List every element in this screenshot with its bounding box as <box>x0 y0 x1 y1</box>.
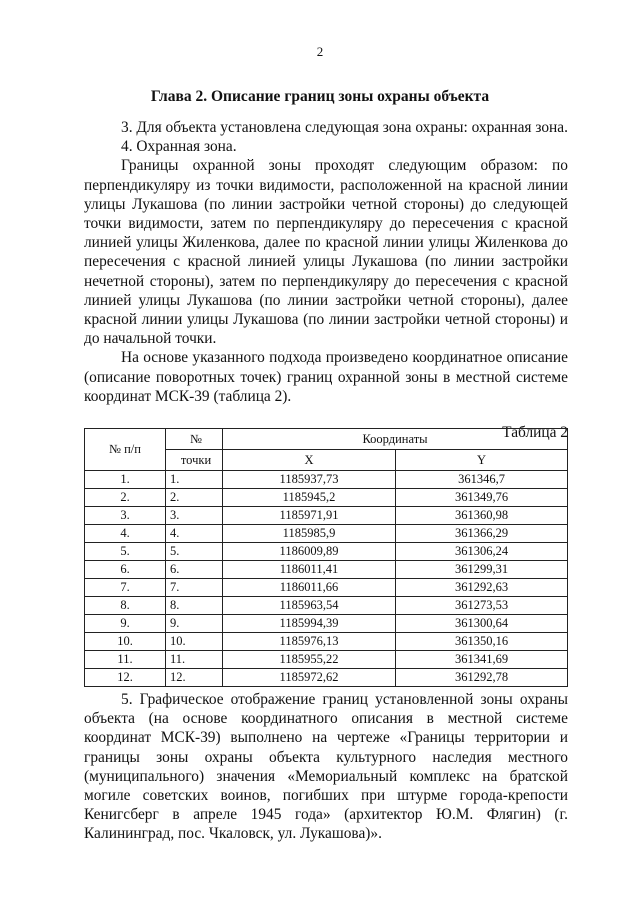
cell-x: 1185963,54 <box>223 597 396 615</box>
cell-index: 10. <box>85 633 166 651</box>
cell-point: 12. <box>166 669 223 687</box>
table-row <box>85 525 568 543</box>
cell-point: 1. <box>166 471 223 489</box>
cell-index: 9. <box>85 615 166 633</box>
cell-index: 7. <box>85 579 166 597</box>
cell-point: 10. <box>166 633 223 651</box>
graphic-display-text <box>84 690 568 844</box>
cell-index: 6. <box>85 561 166 579</box>
cell-index: 8. <box>85 597 166 615</box>
table-row <box>85 579 568 597</box>
cell-y: 361292,63 <box>396 579 568 597</box>
cell-y: 361360,98 <box>396 507 568 525</box>
header-index: № п/п <box>85 429 166 471</box>
cell-x: 1185955,22 <box>223 651 396 669</box>
cell-x: 1185994,39 <box>223 615 396 633</box>
cell-point: 5. <box>166 543 223 561</box>
table-row <box>85 651 568 669</box>
cell-x: 1185945,2 <box>223 489 396 507</box>
cell-index: 2. <box>85 489 166 507</box>
table-row <box>85 543 568 561</box>
cell-point: 4. <box>166 525 223 543</box>
paragraph-zone-boundaries: Границы охранной зоны проходят следующим образом: по перпендикуляру из точки видимости, расположенной на красной линии улицы Лукашова (по линии застройки четной стороны) до следующей точки видимости, затем по перпендикуляру до пересечения с красной линией улицы Жиленкова, далее по красной линии улицы Жиленкова до пересечения с красной линией улицы Лукашова (по линии застройки нечетной стороны), затем по перпендикуляру до пересечения с красной линией улицы Лукашова (по линии застройки четной стороны), далее красной линии улицы Лукашова (по линии застройки четной стороны) и до начальной точки. <box>84 157 568 348</box>
cell-point: 8. <box>166 597 223 615</box>
paragraph-graphic-display: 5. Графическое отображение границ установленной зоны охраны объекта (на основе координатного описания в местной системе координат МСК-39) выполнено на чертеже «Границы территории и границы зоны охраны объекта культурного наследия местного (муниципального) значения «Мемориальный комплекс на братской могиле советских воинов, погибших при штурме города-крепости Кенигсберг в апреле 1945 года» (архитектор Ю.М. Флягин) (г. Калининград, пос. Чкаловск, ул. Лукашова)». <box>84 691 568 843</box>
cell-y: 361349,76 <box>396 489 568 507</box>
header-coordinates: Координаты <box>223 429 568 450</box>
cell-point: 11. <box>166 651 223 669</box>
page-number: 2 <box>316 44 324 59</box>
cell-y: 361292,78 <box>396 669 568 687</box>
table-row <box>85 471 568 489</box>
cell-index: 5. <box>85 543 166 561</box>
cell-point: 2. <box>166 489 223 507</box>
cell-x: 1185976,13 <box>223 633 396 651</box>
cell-y: 361299,31 <box>396 561 568 579</box>
header-x: X <box>223 450 396 471</box>
header-y: Y <box>396 450 568 471</box>
header-point-number-sign: № <box>166 429 223 450</box>
cell-index: 1. <box>85 471 166 489</box>
cell-y: 361341,69 <box>396 651 568 669</box>
cell-index: 4. <box>85 525 166 543</box>
cell-y: 361350,16 <box>396 633 568 651</box>
cell-x: 1185985,9 <box>223 525 396 543</box>
cell-y: 361346,7 <box>396 471 568 489</box>
cell-point: 9. <box>166 615 223 633</box>
cell-point: 6. <box>166 561 223 579</box>
table-row <box>85 489 568 507</box>
cell-index: 12. <box>85 669 166 687</box>
cell-x: 1185972,62 <box>223 669 396 687</box>
cell-x: 1185937,73 <box>223 471 396 489</box>
header-point: точки <box>166 450 223 471</box>
table-row <box>85 669 568 687</box>
cell-y: 361306,24 <box>396 543 568 561</box>
cell-y: 361273,53 <box>396 597 568 615</box>
intro-text <box>84 118 568 406</box>
cell-index: 11. <box>85 651 166 669</box>
cell-y: 361366,29 <box>396 525 568 543</box>
table-row <box>85 597 568 615</box>
paragraph-coordinate-description: На основе указанного подхода произведено координатное описание (описание поворотных точек) границ охранной зоны в местной системе координат МСК-39 (таблица 2). <box>84 349 568 405</box>
table-row <box>85 561 568 579</box>
cell-x: 1185971,91 <box>223 507 396 525</box>
cell-x: 1186009,89 <box>223 543 396 561</box>
paragraph-zone-established: 3. Для объекта установлена следующая зона охраны: охранная зона. <box>121 119 568 136</box>
paragraph-protected-zone: 4. Охранная зона. <box>121 138 237 156</box>
cell-y: 361300,64 <box>396 615 568 633</box>
cell-point: 7. <box>166 579 223 597</box>
cell-x: 1186011,41 <box>223 561 396 579</box>
table-row <box>85 507 568 525</box>
chapter-title: Глава 2. Описание границ зоны охраны объекта <box>150 88 490 105</box>
cell-point: 3. <box>166 507 223 525</box>
table-caption: Таблица 2 <box>502 424 568 441</box>
cell-index: 3. <box>85 507 166 525</box>
table-row <box>85 615 568 633</box>
table-row <box>85 633 568 651</box>
coordinates-table <box>84 428 568 687</box>
cell-x: 1186011,66 <box>223 579 396 597</box>
